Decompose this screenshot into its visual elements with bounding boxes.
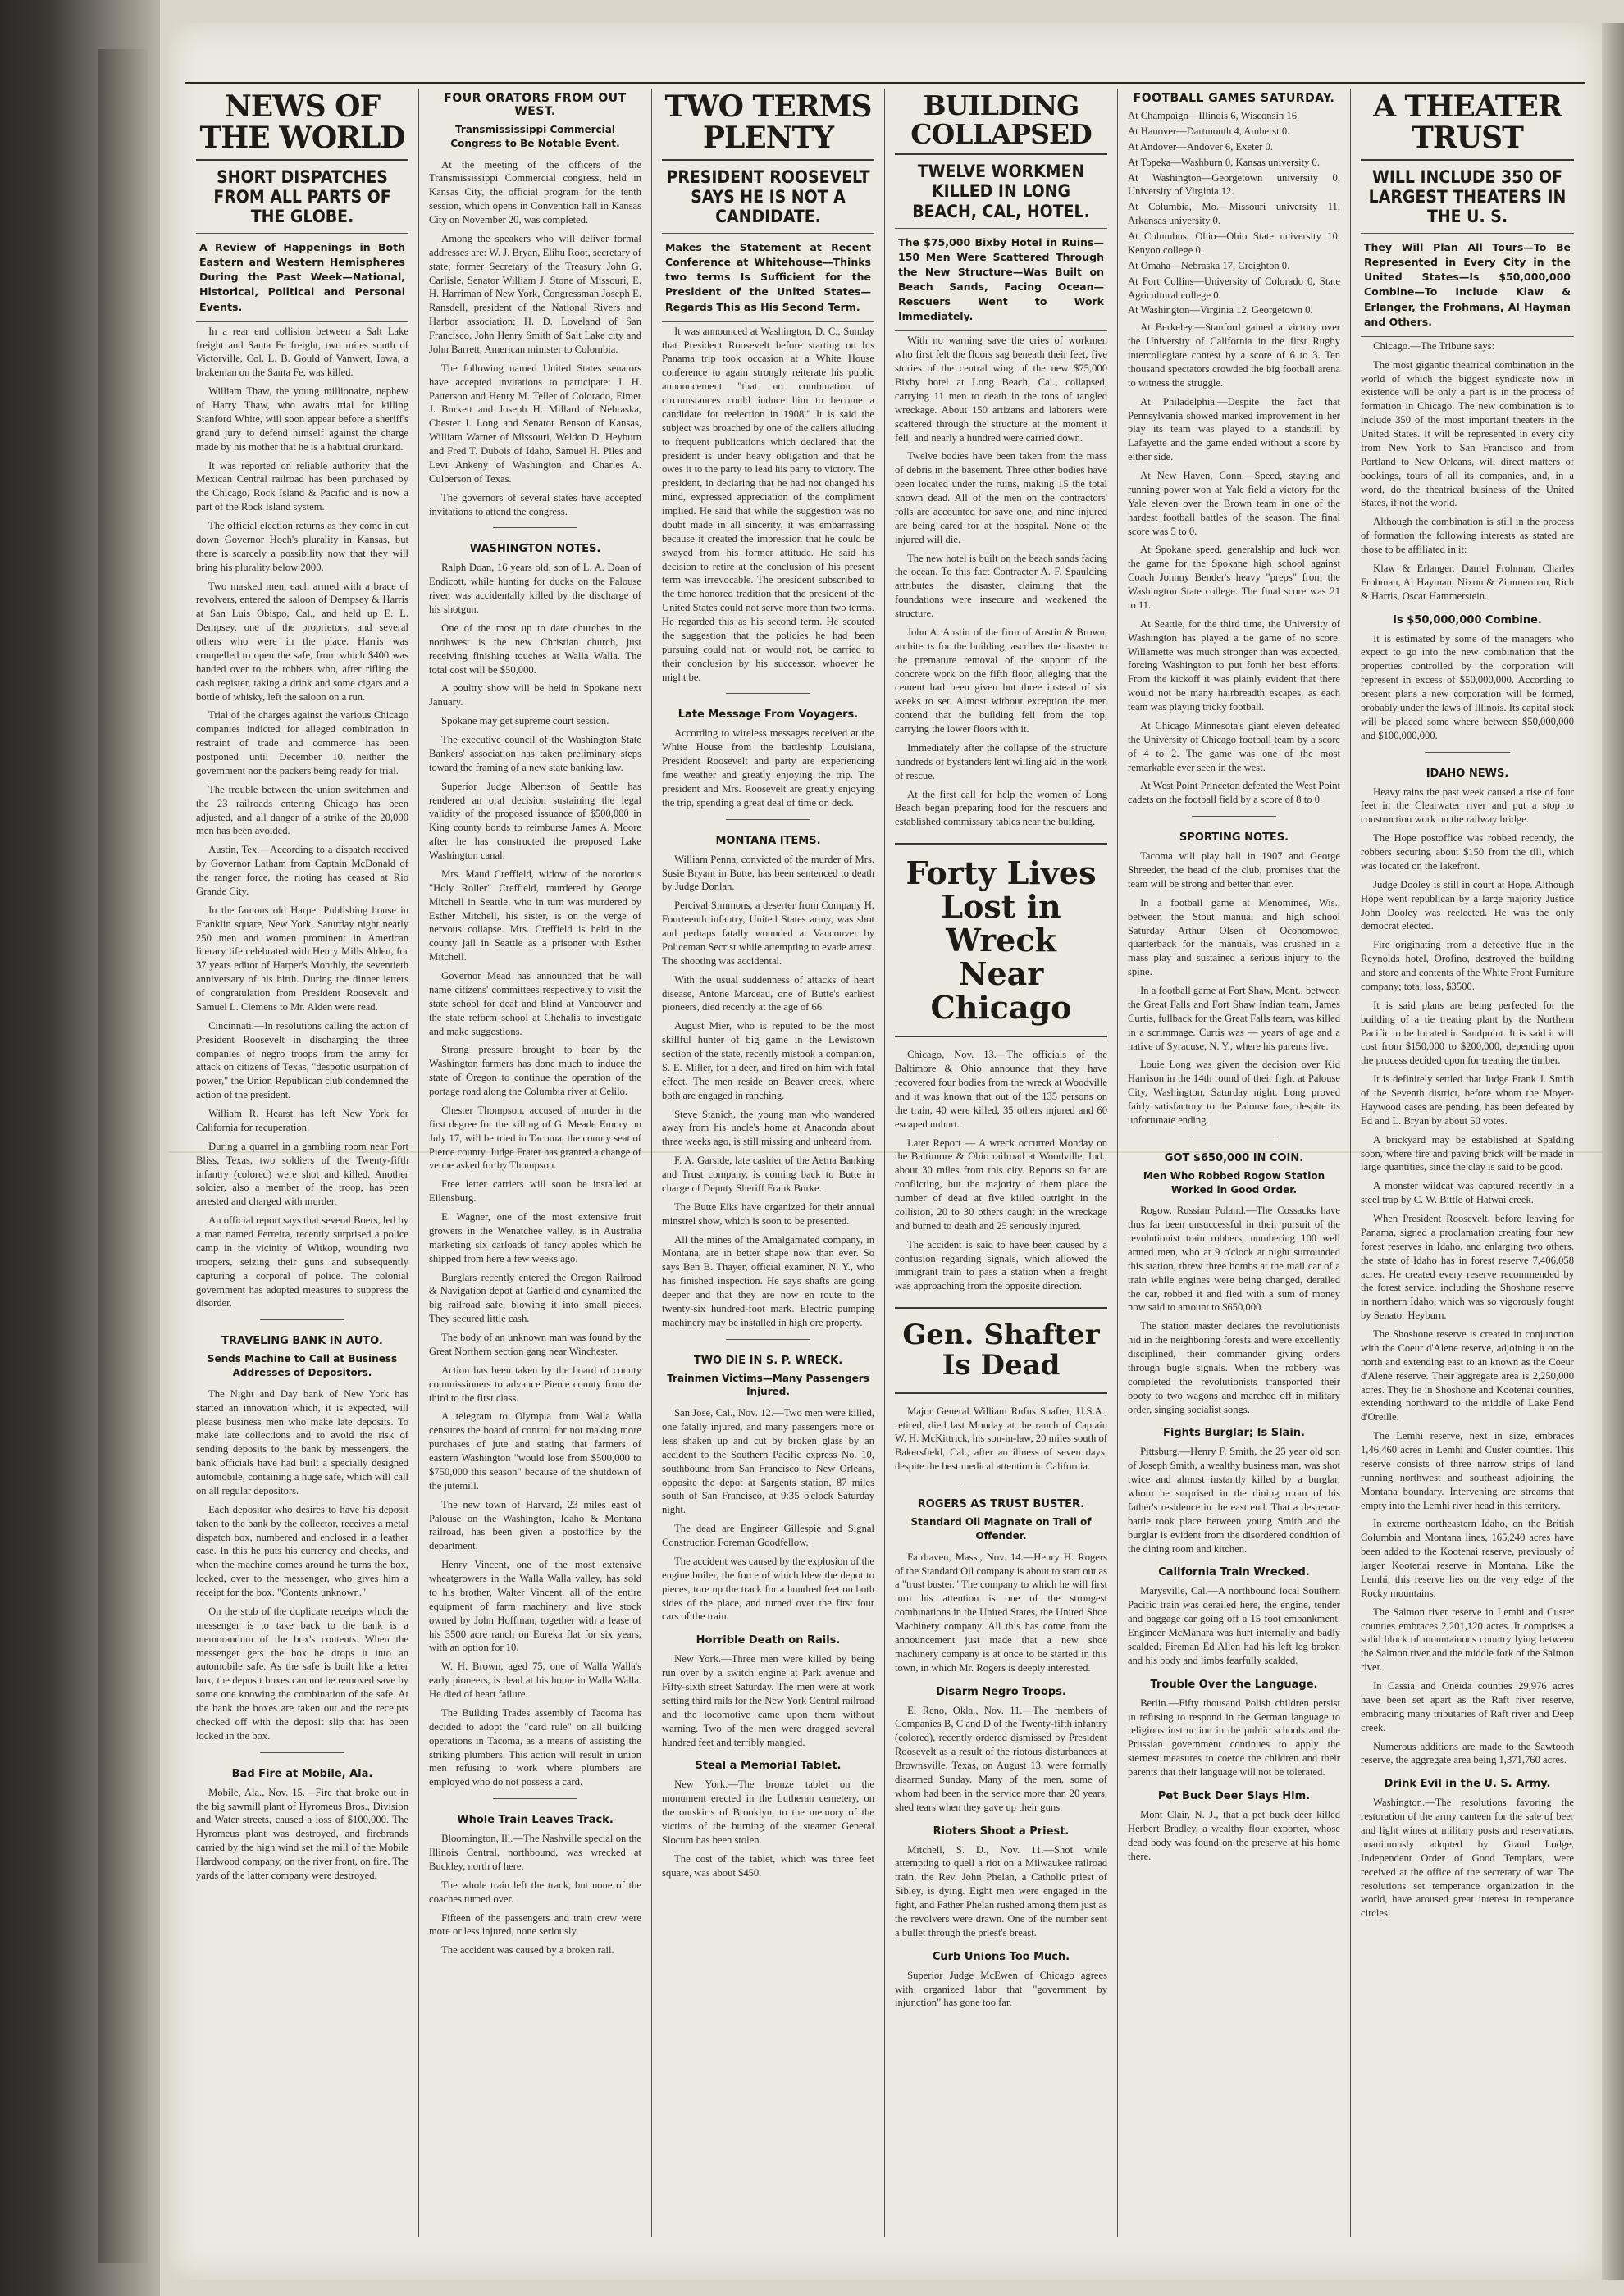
- paragraph: E. Wagner, one of the most extensive fruit growers in the Wenatchee valley, is in Australia marketing six carloads of fancy apples which he shipped from here a few weeks ago.: [429, 1211, 641, 1264]
- article-body: [1128, 318, 1340, 809]
- paragraph: Fire originating from a defective flue in the Reynolds hotel, Orofino, destroyed the building and store and contents of the White Front Furniture company; total loss, $3500.: [1361, 939, 1574, 992]
- paragraph: Each depositor who desires to have his deposit taken to the bank by the collector, receives a metal dispatch box, numbered and enclosed in a leather case. In this he puts his currency and checks, and when the machine comes around he turns the box, locked, over to the messenger, who gives him a receipt for the box. "Contents unknown.": [196, 1503, 408, 1599]
- score-line: At Washington—Georgetown university 0, University of Virginia 12.: [1128, 171, 1340, 198]
- paragraph: The accident was caused by a broken rail.: [441, 1944, 614, 1957]
- paragraph: A brickyard may be established at Spalding soon, where fire and paving brick will be made in large quantities, since the clay is said to be good.: [1361, 1133, 1574, 1173]
- paragraph: The Lemhi reserve, next in size, embraces 1,46,460 acres in Lemhi and Custer counties. This reserve consists of three narrow strips of land running northwest and southeast adjoining the Montana boundary. Intervening are streams that empty into the Lemhi river head in this territory.: [1361, 1430, 1574, 1511]
- paragraph: When President Roosevelt, before leaving for Panama, signed a proclamation creating four new forest reserves in Idaho, and enlarging two others, the state of Idaho has in forest reserve 7,406,058 acres. He created every reserve recommended by the forest service, including the Shoshone reserve in northern Idaho, which was so vigorously fought by Senator Heyburn.: [1361, 1213, 1574, 1322]
- paragraph: Chicago.—The Tribune says:: [1373, 339, 1495, 352]
- paragraph: With the usual suddenness of attacks of heart disease, Antone Marceau, one of Butte's earliest pioneers, died recently at the age of 66.: [662, 973, 874, 1014]
- paragraph: At the first call for help the women of Long Beach began preparing food for the rescuers and established commissary tables near the building.: [895, 788, 1107, 828]
- paragraph: At New Haven, Conn.—Speed, staying and running power won at Yale field a victory for the Yale eleven over the Brown team in one of the hardest football battles of the season. The final score was 5 to 0.: [1128, 470, 1340, 537]
- divider: [260, 1319, 345, 1320]
- paragraph: Strong pressure brought to bear by the Washington farmers has done much to induce the state of Oregon to continue the operation of the portage road along the Columbia river at Celilo.: [429, 1044, 641, 1098]
- story-body: [1361, 1793, 1574, 1923]
- paragraph: William Thaw, the young millionaire, nephew of Harry Thaw, who awaits trial for killing Stanford White, will soon appear before a sheriff's grand jury to defend himself against the charge made by his mother that he is a habitual drunkard.: [196, 385, 408, 453]
- paragraph: The governors of several states have accepted invitations to attend the congress.: [429, 491, 641, 517]
- paragraph: Klaw & Erlanger, Daniel Frohman, Charles Frohman, Al Hayman, Nixon & Zimmerman, Rich & Harris, Oscar Hammerstein.: [1361, 562, 1574, 602]
- paragraph: In extreme northeastern Idaho, on the British Columbia and Montana lines, 165,240 acres have been added to the Kootenai reserve, previously of larger Kootenai reserve in Montana. Like the Lemhi, this reserve lies on the very edge of the Rocky mountains.: [1361, 1518, 1574, 1599]
- paragraph: The Hope postoffice was robbed recently, the robbers securing about $150 from the till, which was located on the lakefront.: [1361, 832, 1574, 872]
- score-line: At Columbus, Ohio—Ohio State university 10, Kenyon college 0.: [1128, 230, 1340, 256]
- paragraph: Twelve bodies have been taken from the mass of debris in the basement. Three other bodies have been located under the ruins, making 15 the total known dead. All of the men on the contractors' rolls are accounted for save one, and nine injured are being cared for at the hospital. None of the injured will die.: [895, 450, 1107, 545]
- paragraph: It was reported on reliable authority that the Mexican Central railroad has been purchased by the Chicago, Rock Island & Pacific and is now a part of the Rock Island system.: [196, 459, 408, 513]
- score-line: At Fort Collins—University of Colorado 0, State Agricultural college 0.: [1128, 275, 1340, 301]
- page-edge: [1602, 23, 1624, 2280]
- score-line: At Andover—Andover 6, Exeter 0.: [1128, 140, 1273, 153]
- paragraph: Numerous additions are made to the Sawtooth reserve, the aggregate area being 1,371,760 acres.: [1361, 1740, 1574, 1766]
- paragraph: New York.—Three men were killed by being run over by a switch engine at Park avenue and Fifty-sixth street Saturday. The men were at work setting third rails for the New York Central railroad and the locomotive came upon them without warning. Two of the men were dragged several hundred feet and terribly mangled.: [662, 1653, 874, 1748]
- paragraph: Berlin.—Fifty thousand Polish children persist in refusing to respond in the German language to religious instruction in the public schools and the Prussian government continues to apply the sternest measures to coerce the children and their parents that their language will not be tolerated.: [1128, 1697, 1340, 1779]
- story-body: [196, 1385, 408, 1746]
- story-body: [895, 1402, 1107, 1476]
- score-line: At Columbia, Mo.—Missouri university 11, Arkansas university 0.: [1128, 201, 1340, 227]
- story-head: Steal a Memorial Tablet.: [695, 1760, 842, 1773]
- story-body: [895, 1966, 1107, 2013]
- story-head: Pet Buck Deer Slays Him.: [1157, 1789, 1311, 1802]
- paragraph: The Night and Day bank of New York has started an innovation which, it is expected, will please business men who make late deposits. To make late collections and to avoid the risk of sending deposits to the bank by messengers, the bank officials have had built a specially designed automobile, containing a huge safe, which will call on all regular depositors.: [196, 1387, 408, 1496]
- subhead: WILL INCLUDE 350 OF LARGEST THEATERS IN THE U. S.: [1361, 161, 1574, 234]
- divider: [1192, 816, 1277, 817]
- score-line: At Omaha—Nebraska 17, Creighton 0.: [1128, 259, 1290, 271]
- paragraph: Free letter carriers will soon be installed at Ellensburg.: [429, 1178, 641, 1205]
- paragraph: During a quarrel in a gambling room near Fort Bliss, Texas, two soldiers of the Twenty-fifth infantry (colored) were shot and killed. Another soldier, also a member of the troop, has been arrested and charged with murder.: [196, 1140, 408, 1208]
- story-head: Rioters Shoot a Priest.: [933, 1824, 1070, 1838]
- paragraph: At Spokane speed, generalship and luck won the game for the Spokane high school against Coach Johnny Bender's heavy "preps" from the Washington State college. The final score was 21 to 11.: [1128, 544, 1340, 611]
- story-head: Disarm Negro Troops.: [936, 1685, 1066, 1698]
- paragraph: Fifteen of the passengers and train crew were more or less injured, none seriously.: [429, 1911, 641, 1938]
- paragraph: Trial of the charges against the various Chicago companies indicted for alleged combination in restraint of trade and commerce has been postponed until December 10, neither the government nor the packers being ready for trial.: [196, 709, 408, 777]
- story-body: [895, 1841, 1107, 1943]
- paragraph: Chester Thompson, accused of murder in the first degree for the killing of G. Meade Emory on July 17, will be tried in Tacoma, the county seat of Pierce county. Judge Frater has granted a change of venue asked for by Thompson.: [429, 1104, 642, 1172]
- story-body: [895, 1046, 1107, 1296]
- paragraph: On the stub of the duplicate receipts which the messenger is to take back to the bank is a memorandum of the box's contents. When the messenger gets the box he drops it into an automobile safe. As the safe is built like a letter box, the deposit boxes can not be removed save by some one knowing the combination of the safe. At the bank the boxes are taken out and the receipts checked off with the deposit slip that has been locked in the box.: [196, 1605, 408, 1742]
- paragraph: San Jose, Cal., Nov. 12.—Two men were killed, one fatally injured, and many passengers more or less shaken up and cut by broken glass by an accident to the Southern Pacific express No. 10, southbound from San Francisco to New Orleans, opposite the depot at Sargents station, 87 miles south of San Francisco, at 9:35 o'clock Saturday night.: [662, 1407, 874, 1516]
- paragraph: Superior Judge Albertson of Seattle has rendered an oral decision sustaining the legal validity of the proposed issuance of $500,000 in King county bonds to reimburse James A. Moore after he has constructed the proposed Lake Washington canal.: [429, 780, 641, 862]
- paragraph: Judge Dooley is still in court at Hope. Although Hope went republican by a large majority Justice John Dooley was reelected. He was the only democrat elected.: [1361, 878, 1574, 932]
- deck: The $75,000 Bixby Hotel in Ruins—150 Men Were Scattered Through the New Structure—Was Built on Beach Sands, Facing Ocean—Rescuers Went to Work Immediately.: [895, 229, 1107, 332]
- headline: NEWS OF THE WORLD: [196, 89, 408, 161]
- story-head: Whole Train Leaves Track.: [457, 1814, 614, 1827]
- story-body: [895, 1702, 1107, 1817]
- binding-gutter: [98, 49, 148, 2263]
- paragraph: Louie Long was given the decision over Kid Harrison in the 14th round of their fight at Palouse City, Washington, Saturday night. Long proved fairly satisfactory to the Palouse fans, despite its unfortunate ending.: [1128, 1059, 1340, 1126]
- story-body: [662, 1650, 874, 1752]
- columns: [186, 89, 1584, 2237]
- paragraph: August Mier, who is reputed to be the most skillful hunter of big game in the Lewistown section of the state, recently mistook a companion, S. E. Miller, for a deer, and fired on him with fatal effect. The men reside on Beaver creek, where both are engaged in ranching.: [662, 1020, 874, 1101]
- story-deck: Transmississippi Commercial Congress to Be Notable Event.: [450, 124, 620, 149]
- story-head: California Train Wrecked.: [1158, 1566, 1310, 1579]
- story-body: [1128, 847, 1340, 1130]
- story-body: [662, 1775, 874, 1882]
- story-body: [429, 1829, 641, 1960]
- paragraph: In a rear end collision between a Salt Lake freight and Santa Fe freight, two miles south of Victorville, Col. L. B. Gould of Vanwert, Iowa, a brakeman on the Santa Fe, was killed.: [196, 325, 408, 379]
- paragraph: Burglars recently entered the Oregon Railroad & Navigation depot at Garfield and dynamited the big railroad safe, blowing it into small pieces. They secured little cash.: [429, 1271, 641, 1325]
- paragraph: Although the combination is still in the process of formation the following interests as stated are those to be affiliated in it:: [1361, 516, 1574, 556]
- story-body: [662, 1404, 874, 1626]
- paragraph: New York.—The bronze tablet on the monument erected in the Lutheran cemetery, on the outskirts of Brooklyn, to the memory of the victims of the burning of the steamer General Slocum has been stolen.: [662, 1779, 874, 1846]
- paragraph: Spokane may get supreme court session.: [441, 715, 609, 727]
- deck: They Will Plan All Tours—To Be Represented in Every City in the United States—Is $50,000,000 Combine—To Include Klaw & Erlanger, the Frohmans, Al Hayman and Others.: [1361, 234, 1574, 337]
- paragraph: The dead are Engineer Gillespie and Signal Construction Foreman Goodfellow.: [662, 1523, 874, 1549]
- paragraph: The Shoshone reserve is created in conjunction with the Coeur d'Alene reserve, adjoining it on the north and extending east to an known as the Coeur d'Alene reserve. Their aggregate area is 2,250,000 acres. They lie in Shoshone and Kootenai counties, extending northward to the middle of Lake Pend d'Oreille.: [1361, 1328, 1574, 1424]
- paragraph: Pittsburg.—Henry F. Smith, the 25 year old son of Joseph Smith, a wealthy business man, was shot twice and almost instantly killed by a burglar, whom he surprised in the dining room of his father's residence in the east end. That a desperate battle took place between young Smith and the burglar is evident from the disordered condition of the dining room and kitchen.: [1128, 1446, 1340, 1555]
- story-body: [1128, 1806, 1340, 1866]
- divider: [726, 819, 811, 820]
- subhead: PRESIDENT ROOSEVELT SAYS HE IS NOT A CANDIDATE.: [662, 161, 874, 234]
- paragraph: Ralph Doan, 16 years old, son of L. A. Doan of Endicott, while hunting for ducks on the Palouse river, was accidentally killed by the discharge of his shotgun.: [429, 562, 641, 616]
- paragraph: The Butte Elks have organized for their annual minstrel show, which is soon to be presented.: [662, 1200, 874, 1227]
- story-head: MONTANA ITEMS.: [715, 834, 821, 847]
- story-body: [662, 850, 874, 1332]
- paragraph: Rogow, Russian Poland.—The Cossacks have thus far been unsuccessful in their pursuit of the revolutionist train robbers, numbering 100 well armed men, who at 9 o'clock at night surrounded this station, threw three bombs at the mail car of a train while engines were being changed, derailed the car, robbed it and fled with a sum of money now said to amount to $650,000.: [1128, 1205, 1340, 1314]
- paragraph: Fairhaven, Mass., Nov. 14.—Henry H. Rogers of the Standard Oil company is about to start out as a "trust buster." The company to which he will first turn his attention is one of the strongest combinations in the United States, the United Shoe Machinery company. All this has come from the announcement just made that a new shoe machinery company is at once to be started in this town, in which Mr. Rogers is deeply interested.: [895, 1551, 1107, 1674]
- subhead: TWELVE WORKMEN KILLED IN LONG BEACH, CAL, HOTEL.: [895, 155, 1107, 228]
- paragraph: Two masked men, each armed with a brace of revolvers, entered the saloon of Dempsey & Harris at San Luis Obispo, Cal., and held up E. L. Dempsey, one of the proprietors, and several others who were in the place. Harris was compelled to open the safe, from which $400 was handed over to the robbers who, after rifling the cash register, taking a drink and some cigars and a bottle of whisky, left the saloon on a run.: [196, 580, 408, 703]
- story-deck: Sends Machine to Call at Business Addresses of Depositors.: [207, 1353, 398, 1379]
- paragraph: The new hotel is built on the beach sands facing the ocean. To this fact Contractor A. F. Spaulding attributes the disaster, claiming that the foundations were insecure and weakened the structure.: [895, 552, 1107, 620]
- paragraph: Heavy rains the past week caused a rise of four feet in the Clearwater river and put a stop to construction work on the railway bridge.: [1361, 786, 1574, 826]
- paragraph: It was announced at Washington, D. C., Sunday that President Roosevelt before starting on his Panama trip took occasion at a White House conference to again strongly reiterate his public announcement "that no combination of circumstances could induce him to become a candidate for reelection in 1908." It is said the subject was broached by one of the callers alluding to frequent publications which declared that the president is under heavy obligation and that he owes it to the party to lead his party to victory. The president, in declaring that he had not changed his mind, expressed appreciation of the compliment implied. He said that while the suggestion was no doubt made in all sincerity, it was embarrassing because it created the impression that he could be swayed from his former attitude. He said his decision to retire at the conclusion of his present term was irrevocable. The president subscribed to the time honored tradition that the president of the United States could not serve more than two terms. He regarded this as his second term. He scouted the suggestion that the policies he had been pursuing could not, or would not, be carried to their conclusion by his successor, whoever he might be.: [662, 325, 874, 683]
- paragraph: The executive council of the Washington State Bankers' association has taken preliminary steps toward the framing of a new state banking law.: [429, 734, 641, 773]
- deck: Makes the Statement at Recent Conference at Whitehouse—Thinks two terms Is Sufficient for the President of the United States—Regards This as His Second Term.: [662, 234, 874, 322]
- paragraph: Later Report — A wreck occurred Monday on the Baltimore & Ohio railroad at Woodville, Ind., about 30 miles from this city. Reports so far are conflicting, but the majority of them place the number of dead at five killed outright in the collision, 20 to 30 others caught in the wreckage and burned to death and 25 seriously injured.: [895, 1137, 1107, 1232]
- column-2: [419, 89, 652, 2237]
- story-head: Trouble Over the Language.: [1150, 1678, 1318, 1691]
- article-body: [429, 156, 641, 522]
- story-body: [1361, 630, 1574, 745]
- paragraph: The Salmon river reserve in Lemhi and Custer counties embraces 2,201,120 acres. It comprises a solid block of mountainous country lying between the Salmon river and the middle fork of the Salmon river.: [1361, 1606, 1574, 1674]
- top-rule: [185, 82, 1585, 84]
- divider: [260, 1752, 345, 1753]
- paragraph: It is estimated by some of the managers who expect to go into the new combination that the properties controlled by the corporation will represent in excess of $50,000,000. According to present plans a new corporation will be formed, probably under the laws of Illinois. Its capital stock will be placed some where between $50,000,000 and $100,000,000.: [1361, 632, 1574, 741]
- column-5: [1118, 89, 1351, 2237]
- paragraph: Bloomington, Ill.—The Nashville special on the Illinois Central, northbound, was wrecked at Buckley, north of here.: [429, 1833, 641, 1872]
- paragraph: Cincinnati.—In resolutions calling the action of President Roosevelt in discharging the three companies of negro troops from the army for attack on citizens of Texas, "despotic usurpation of power," the Union Republican club condemned the action of the president.: [196, 1019, 408, 1101]
- paragraph: The most gigantic theatrical combination in the world of which the biggest syndicate now in existence will be only a part is in the process of formation in Chicago. The new combination is to include 350 of the most important theaters in the United States. It will be represented in every city from New York to San Francisco and from Portland to New Orleans, will direct matters of bookings, tours of all its companies, and, in a word, do the theatrical business of the United States, if not the world.: [1361, 358, 1574, 509]
- paragraph: At Berkeley.—Stanford gained a victory over the University of California in the first Rugby intercollegiate contest by a score of 6 to 3. Ten thousand spectators crowded the big football arena to witness the struggle.: [1128, 321, 1340, 389]
- story-body: [1128, 1582, 1340, 1670]
- story-body: [196, 1784, 408, 1885]
- story-deck: Men Who Robbed Rogow Station Worked in Good Order.: [1143, 1169, 1325, 1196]
- column-3: [652, 89, 885, 2237]
- paragraph: It is said plans are being perfected for the building of a tie treating plant by the Northern Pacific to be located in Sandpoint. It is said it will cost from $150,000 to $200,000, depending upon the process decided upon for treating the timber.: [1361, 999, 1574, 1067]
- paragraph: W. H. Brown, aged 75, one of Walla Walla's early pioneers, is dead at his home in Walla Walla. He died of heart failure.: [429, 1660, 641, 1701]
- paragraph: Superior Judge McEwen of Chicago agrees with organized labor that "government by injunction" has gone too far.: [895, 1969, 1107, 2009]
- story-head: ROGERS AS TRUST BUSTER.: [917, 1498, 1085, 1511]
- story-body: [1361, 783, 1574, 1770]
- paragraph: A telegram to Olympia from Walla Walla censures the board of control for not making more purchases of jute and stating that farmers of eastern Washington "would lose from $500,000 to $750,000 this season" because of the shutdown of the jutemill.: [429, 1410, 641, 1492]
- paragraph: At West Point Princeton defeated the West Point cadets on the football field by a score of 8 to 0.: [1128, 780, 1340, 806]
- paragraph: One of the most up to date churches in the northwest is the new Christian church, just receiving finishing touches at Walla Walla. The total cost will be $50,000.: [429, 622, 641, 676]
- article-body: [662, 322, 874, 687]
- paragraph: The station master declares the revolutionists hid in the neighboring forests and were excellently disciplined, their commander giving orders through bugle signals. When the robbery was completed the revolutionists transported their booty to two wagons and marched off in military order, singing socialist songs.: [1128, 1320, 1340, 1415]
- article-body: [196, 322, 408, 1314]
- divider: [493, 1798, 578, 1799]
- paragraph: Action has been taken by the board of county commissioners to advance Pierce county from the third to the first class.: [429, 1364, 641, 1404]
- paragraph: Governor Mead has announced that he will name citizens' committees respectively to visit the state school for deaf and blind at Vancouver and the state reform school at Chehalis to investigate and make suggestions.: [429, 970, 641, 1037]
- paragraph: Mobile, Ala., Nov. 15.—Fire that broke out in the big sawmill plant of Hyromeus Bros., Division and Water streets, caused a loss of $100,000. The Hyromeus plant was destroyed, and firebrands carried by the high wind set the mill of the Mobile Hardwood company, on the river front, on fire. The yards of the latter company were destroyed.: [196, 1786, 408, 1881]
- paragraph: It is definitely settled that Judge Frank J. Smith of the Seventh district, before whom the Moyer-Haywood cases are pending, has been defeated by Ed and L. Bryan by about 50 votes.: [1361, 1073, 1574, 1127]
- paragraph: The trouble between the union switchmen and the 23 railroads entering Chicago has been adjusted, and all danger of a strike of the 20,000 men has been avoided.: [196, 783, 408, 837]
- paragraph: Mrs. Maud Creffield, widow of the notorious "Holy Roller" Creffield, murdered by George Mitchell in Seattle, who in turn was murdered by Esther Mitchell, his sister, is on the verge of nervous collapse. Mrs. Creffield is held in the county jail in Seattle as a prisoner with Esther Mitchell.: [429, 868, 641, 963]
- divider: [1425, 752, 1510, 753]
- deck: A Review of Happenings in Both Eastern and Western Hemispheres During the Past Week—National, Historical, Political and Personal Events.: [196, 234, 408, 322]
- paragraph: A monster wildcat was captured recently in a steel trap by C. W. Bittle of Hatwai creek.: [1361, 1180, 1574, 1206]
- article-body: [1361, 337, 1574, 606]
- paragraph: Marysville, Cal.—A northbound local Southern Pacific train was derailed here, the engine, tender and baggage car going off a 15 foot embankment. Engineer McManara was hurt internally and badly scalded. Fireman Ed Allen had his left leg broken and his body and limbs fearfully scalded.: [1128, 1585, 1340, 1666]
- paragraph: The accident was caused by the explosion of the engine boiler, the force of which blew the depot to pieces, tore up the track for a hundred feet on both sides of the place, and turned over the first four cars of the train.: [662, 1555, 874, 1623]
- story-head: Fights Burglar; Is Slain.: [1163, 1427, 1305, 1440]
- paragraph: The Building Trades assembly of Tacoma has decided to adopt the "card rule" on all building operations in Tacoma, as a means of assisting the striking plumbers. This action will result in union men refusing to work where plumbers are employed who do not possess a card.: [429, 1706, 641, 1788]
- paragraph: The official election returns as they come in cut down Governor Hoch's plurality in Kansas, but there is scarcely a possibility now that they will bring his plurality below 2000.: [196, 520, 408, 573]
- paragraph: At Philadelphia.—Despite the fact that Pennsylvania showed marked improvement in her play its team was played to a standstill by Lafayette and the game ended without a score by either side.: [1128, 395, 1340, 463]
- score-line: At Champaign—Illinois 6, Wisconsin 16.: [1128, 110, 1300, 121]
- paragraph: In the famous old Harper Publishing house in Franklin square, New York, Saturday night nearly 250 men and women prominent in American literary life celebrated with Henry Mills Alden, for 37 years editor of Harper's Monthly, the seventieth anniversary of his birth. During the dinner letters of congratulation from President Roosevelt and Samuel L. Clemens to Mr. Alden were read.: [196, 904, 408, 1013]
- story-head: WASHINGTON NOTES.: [469, 543, 601, 556]
- paragraph: Among the speakers who will deliver formal addresses are: W. J. Bryan, Elihu Root, secretary of state; former Secretary of the Treasury John G. Carlisle, Senator William J. Stone of Missouri, E. H. Harriman of New York, Congressman Joseph E. Ransdell, president of the National Rivers and Harbor association; H. D. Loveland of San Francisco, John Henry Smith of Salt Lake city and John Barrett, American minister to Colombia.: [429, 232, 641, 355]
- paragraph: The cost of the tablet, which was three feet square, was about $450.: [662, 1852, 874, 1879]
- score-line: At Washington—Virginia 12, Georgetown 0.: [1128, 304, 1313, 317]
- paragraph: The following named United States senators have accepted invitations to participate: J. H. Patterson and Henry M. Teller of Colorado, Elmer J. Burkett and Joseph H. Millard of Nebraska, Chester I. Long and Senator Benson of Kansas, William Warner of Missouri, Weldon D. Heyburn and Fred T. Dubois of Idaho, Samuel H. Piles and Levi Ankeny of Washington and Charles A. Culberson of Texas.: [429, 362, 641, 485]
- paragraph: Mitchell, S. D., Nov. 11.—Shot while attempting to quell a riot on a Milwaukee railroad train, the Rev. John Phelan, a Catholic priest of Sibley, is dying. Eight men were engaged in the fight, and Father Phelan rushed among them just as the revolvers were drawn. One of the number sent a bullet through the priest's breast.: [895, 1843, 1107, 1938]
- story-head: Curb Unions Too Much.: [932, 1950, 1070, 1963]
- headline: TWO TERMS PLENTY: [662, 89, 874, 161]
- paragraph: At the meeting of the officers of the Transmississippi Commercial congress, held in Kansas City, the official program for the tenth session, which opens in Convention hall in Kansas City on November 20, was completed.: [429, 158, 641, 226]
- kicker: FOUR ORATORS FROM OUT WEST.: [444, 92, 627, 118]
- paragraph: Austin, Tex.—According to a dispatch received by Governor Latham from Captain McDonald of the ranger force, the rioting has ceased at Rio Grande City.: [196, 844, 408, 897]
- paragraph: Washington.—The resolutions favoring the restoration of the army canteen for the sale of beer and light wines at military posts and reservations, unanimously adopted by Grand Lodge, Independent Order of Good Templars, were received at the office of the secretary of war. The resolutions set temperance organization in the world, have aroused great interest in temperance circles.: [1361, 1797, 1574, 1920]
- scores-list: [1128, 108, 1340, 318]
- story-head: Late Message From Voyagers.: [677, 708, 859, 722]
- story-head: TRAVELING BANK IN AUTO.: [221, 1335, 383, 1348]
- divider: [726, 1339, 811, 1340]
- divider: [726, 693, 811, 694]
- kicker: FOOTBALL GAMES SATURDAY.: [1133, 92, 1335, 105]
- story-head: SPORTING NOTES.: [1179, 831, 1289, 845]
- story-body: [429, 558, 641, 1792]
- paragraph: At Chicago Minnesota's giant eleven defeated the University of Chicago football team by a score of 4 to 2. The game was one of the most remarkable ever seen in the west.: [1128, 719, 1340, 773]
- paragraph: William R. Hearst has left New York for California for recuperation.: [196, 1108, 408, 1133]
- paragraph: With no warning save the cries of workmen who first felt the floors sag beneath their feet, five stories of the central wing of the new $75,000 Bixby hotel at Long Beach, Cal., collapsed, carrying 11 men to death in the tons of tangled wreckage. About 150 artizans and laborers were scattered through the structure at the moment it fell, and nearly a hundred were carried down.: [895, 335, 1107, 444]
- paragraph: Percival Simmons, a deserter from Company H, Fourteenth infantry, United States army, was shot and perhaps fatally wounded at Vancouver by Policeman Secrist while attempting to evade arrest. The shooting was accidental.: [662, 900, 874, 967]
- story-head: IDAHO NEWS.: [1426, 767, 1509, 780]
- paragraph: The body of an unknown man was found by the Great Northern section gang near Winchester.: [429, 1332, 641, 1357]
- story-body: [662, 724, 874, 812]
- paragraph: Steve Stanich, the young man who wandered away from his uncle's home at Anaconda about three weeks ago, is still missing and unheard from.: [662, 1108, 874, 1148]
- paragraph: Chicago, Nov. 13.—The officials of the Baltimore & Ohio announce that they have recovered four bodies from the wreck at Woodville and it was known that out of the 135 persons on the train, 40 were killed, 35 others injured and 60 escaped unhurt.: [895, 1049, 1107, 1130]
- paragraph: In a football game at Fort Shaw, Mont., between the Great Falls and Fort Shaw Indian team, James Curtis, fullback for the Great Falls team, was killed in a scrimmage. Curtis was — years of age and a native of Syracuse, N. Y., where his parents live.: [1128, 985, 1340, 1052]
- paragraph: An official report says that several Boers, led by a man named Ferreira, recently surprised a police camp in the vicinity of Witkop, wounding two troopers, seizing their guns and subsequently capturing a corporal of police. The colonial government has adopted measures to suppress the disorder.: [196, 1214, 408, 1310]
- divider: [493, 527, 578, 528]
- headline: BUILDING COLLAPSED: [895, 89, 1107, 155]
- paragraph: Immediately after the collapse of the structure hundreds of bystanders lent willing aid in the work of rescue.: [895, 741, 1107, 781]
- story-head: Bad Fire at Mobile, Ala.: [231, 1767, 373, 1780]
- subhead: SHORT DISPATCHES FROM ALL PARTS OF THE GLOBE.: [196, 161, 408, 234]
- boxed-headline: Forty Lives Lost in Wreck Near Chicago: [895, 843, 1107, 1037]
- boxed-headline: Gen. Shafter Is Dead: [895, 1307, 1107, 1393]
- book-binding: [0, 0, 160, 2296]
- story-head: TWO DIE IN S. P. WRECK.: [693, 1354, 843, 1367]
- story-body: [1128, 1442, 1340, 1558]
- paragraph: All the mines of the Amalgamated company, in Montana, are in better shape now than ever. So says Ben B. Thayer, official examiner, N. Y., who has finished inspection. He says shafts are going deeper and that they are now en route to the twenty-six hundred-foot mark. Electric pumping machinery may be installed in high ore property.: [662, 1233, 874, 1328]
- paragraph: Henry Vincent, one of the most extensive wheatgrowers in the Walla Walla valley, has sold to his brother, Walter Vincent, all of the entire equipment of farm machinery and live stock owned by John Hoffman, together with a lease of his 3500 acre ranch on Eureka flat for six years, with an option for 10.: [429, 1559, 641, 1654]
- paragraph: A poultry show will be held in Spokane next January.: [429, 682, 641, 708]
- paragraph: The accident is said to have been caused by a confusion regarding signals, which allowed the immigrant train to pass a station when a freight was approaching from the opposite direction.: [895, 1238, 1107, 1292]
- story-head: Horrible Death on Rails.: [696, 1634, 841, 1647]
- story-head: GOT $650,000 IN COIN.: [1164, 1151, 1304, 1164]
- paragraph: According to wireless messages received at the White House from the battleship Louisiana, President Roosevelt and party are experiencing fine weather and greatly enjoying the trip. The president and Mrs. Roosevelt are greatly enjoying the trip, spending a great deal of time on deck.: [662, 727, 874, 809]
- paragraph: At Seattle, for the third time, the University of Washington has played a tie game of no score. Willamette was much stronger than was expected, forcing Washington to put forth her best efforts. From the kickoff it was plainly evident that there would not be many hairbreadth escapes, as each team was playing tricky football.: [1128, 617, 1340, 713]
- paragraph: F. A. Garside, late cashier of the Aetna Banking and Trust company, is coming back to Butte in charge of Deputy Sheriff Frank Burke.: [662, 1155, 874, 1194]
- article-body: [895, 331, 1107, 831]
- column-6: [1351, 89, 1584, 2237]
- story-head: Drink Evil in the U. S. Army.: [1384, 1778, 1551, 1791]
- story-head: Is $50,000,000 Combine.: [1393, 613, 1542, 626]
- story-deck: Standard Oil Magnate on Trail of Offender.: [910, 1516, 1092, 1542]
- column-1: [186, 89, 419, 2237]
- score-line: At Topeka—Washburn 0, Kansas university 0.: [1128, 156, 1320, 168]
- score-line: At Hanover—Dartmouth 4, Amherst 0.: [1128, 125, 1290, 137]
- paragraph: Major General William Rufus Shafter, U.S.A., retired, died last Monday at the ranch of Captain W. H. McKittrick, his son-in-law, 20 miles south of Bakersfield, Cal., after an illness of seven days, despite the best medical attention in California.: [895, 1405, 1107, 1473]
- column-4: [885, 89, 1118, 2237]
- newspaper-page: [168, 23, 1602, 2280]
- paragraph: William Penna, convicted of the murder of Mrs. Susie Bryant in Butte, has been sentenced to death by Judge Donlan.: [662, 853, 874, 893]
- story-body: [1128, 1694, 1340, 1782]
- paragraph: The whole train left the track, but none of the coaches turned over.: [429, 1879, 641, 1905]
- story-body: [895, 1548, 1107, 1678]
- paragraph: The new town of Harvard, 23 miles east of Palouse on the Washington, Idaho & Montana railroad, has been given a postoffice by the department.: [429, 1498, 641, 1552]
- paragraph: John A. Austin of the firm of Austin & Brown, architects for the building, ascribes the disaster to the premature removal of the support of the concrete work on the fifth floor, alleging that the cement had been given but three instead of six weeks to set. Almost without exception the men contend that the building fell from the top, carrying the lower floors with it.: [895, 626, 1107, 736]
- headline: A THEATER TRUST: [1361, 89, 1574, 161]
- paragraph: El Reno, Okla., Nov. 11.—The members of Companies B, C and D of the Twenty-fifth infantry (colored), recently ordered dismissed by President Roosevelt as a result of the riotous disturbances at Brownsville, Texas, on August 13, were formally disarmed Sunday. Many of the men, some of whom had been in the service more than 20 years, shed tears when they gave up their guns.: [895, 1704, 1107, 1813]
- paragraph: Tacoma will play ball in 1907 and George Shreeder, the head of the club, promises that the team will be strong and better than ever.: [1128, 850, 1340, 890]
- paragraph: In Cassia and Oneida counties 29,976 acres have been set apart as the Raft river reserve, embracing many tributaries of Raft river and Deep creek.: [1361, 1680, 1574, 1733]
- paragraph: Mont Clair, N. J., that a pet buck deer killed Herbert Bradley, a wealthy flour exporter, whose dead body was found on the preserve at his home there.: [1128, 1808, 1340, 1862]
- paragraph: In a football game at Menominee, Wis., between the Stout manual and high school Saturday Arthur Olsen of Oconomowoc, quarterback for the manuals, was crushed in a mass play and sustained a serious injury to the spine.: [1128, 896, 1340, 978]
- story-body: [1128, 1201, 1340, 1419]
- story-deck: Trainmen Victims—Many Passengers Injured.: [667, 1372, 869, 1398]
